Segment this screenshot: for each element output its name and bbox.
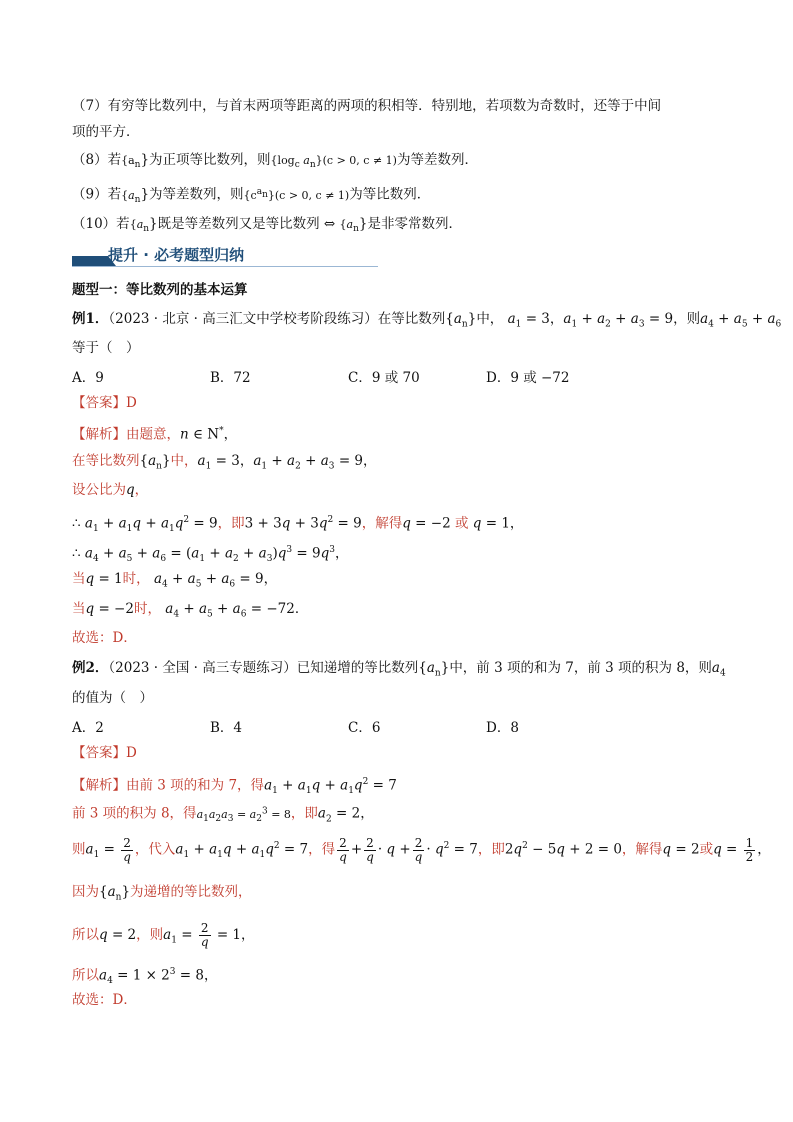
section-banner [72, 244, 378, 268]
example-2-stem: 例2．（2023 · 全国 · 高三专题练习）已知递增的等比数列$\{a_n\}$中，前 3 项的和为 7，前 3 项的积为 8，则$a_4$ [72, 660, 726, 679]
example-2-analysis-l2: 前 3 项的积为 8，得$a_1a_2a_3 = a_2^3 = 8$，即$a_2 = 2$， [72, 805, 374, 825]
example-2-stem-line2: 的值为（ ） [72, 690, 153, 706]
example-2-option-c[interactable]: C．6 [348, 720, 381, 736]
banner-bar-shape [72, 256, 108, 266]
example-2-option-b[interactable]: B．4 [210, 720, 243, 736]
property-7-line2: 项的平方． [72, 124, 140, 140]
banner-underline [72, 266, 378, 267]
example-1-conclusion: 故选：D． [72, 630, 137, 646]
example-1-analysis-l2: 在等比数列$\{a_n\}$中，$a_1 = 3$，$a_1 + a_2 + a_3 = 9$， [72, 453, 377, 472]
example-1-answer: 【答案】D [72, 395, 137, 411]
property-9: （9）若$\{a_n\}$为等差数列，则$\{c^{a_n}\}(c > 0$, c ≠ 1)为等比数列． [72, 186, 431, 205]
example-2-analysis-l5: 所以q = 2，则$a_1$ = $\frac{2}{q}$ = 1， [72, 921, 255, 949]
example-1-stem-line2: 等于（ ） [72, 340, 140, 356]
example-2-conclusion: 故选：D． [72, 992, 137, 1008]
property-7-line1: （7）有穷等比数列中，与首末两项等距离的两项的积相等．特别地，若项数为奇数时，还等于中间 [72, 98, 662, 114]
example-2-analysis-l1: 【解析】由前 3 项的和为 7，得$a_1 + a_1q + a_1q^2 = 7$ [72, 777, 397, 797]
example-2-answer: 【答案】D [72, 745, 137, 761]
property-10: （10）若$\{a_n\}$既是等差数列又是等比数列 ⇔ $\{a_n\}$是非零常数列． [72, 216, 462, 235]
example-2-analysis-l4: 因为$\{a_n\}$为递增的等比数列， [72, 884, 252, 903]
example-2-option-d[interactable]: D．8 [486, 720, 519, 736]
example-1-analysis-l5: ∴ $a_4 + a_5 + a_6 = (a_1 + a_2 + a_3)q^3 = 9q^3$， [72, 545, 349, 565]
example-1-analysis-l6: 当q = 1时， $a_4 + a_5 + a_6 = 9$， [72, 571, 278, 590]
example-1-analysis-l3: 设公比为q， [72, 482, 149, 498]
example-1-option-d[interactable]: D．9 或 −72 [486, 370, 570, 386]
example-1-analysis-l7: 当q = −2时， $a_4 + a_5 + a_6 = -72$． [72, 601, 309, 620]
example-1-option-b[interactable]: B．72 [210, 370, 251, 386]
question-type-title: 题型一：等比数列的基本运算 [72, 282, 248, 298]
example-1-analysis-l1: 【解析】由题意，n ∈ N*， [72, 426, 238, 443]
banner-title: 提升 · 必考题型归纳 [108, 246, 245, 264]
example-2-analysis-l6: 所以$a_4 = 1 \times 2^3 = 8$， [72, 967, 218, 987]
example-1-option-a[interactable]: A．9 [72, 370, 104, 386]
property-8: （8）若$\{a_n\}$为正项等比数列，则{$\log_c$ $a_n\}(c > 0$, c ≠ 1)为等差数列． [72, 152, 478, 171]
example-1-analysis-l4: ∴ $a_1 + a_1q + a_1q^2 = 9$，即$3 + 3q + 3q^2 = 9$，解得q = −2 或 q = 1， [72, 515, 524, 535]
example-2-analysis-l3: 则$a_1$ = $\frac{2}{q}$ ，代入$a_1 + a_1q + a_1q^2 = 7$，得 $\frac{2}{q}$ + $\frac{2}{q}$ · q + $\frac{2}{q}$ · $q^2 = 7$，即$2q^2 - 5q + 2 = 0$，解得q = 2或q = $\frac{1}{2}$ ， [72, 835, 771, 864]
example-1-stem: 例1．（2023 · 北京 · 高三汇文中学校考阶段练习）在等比数列$\{a_n\}$中， $a_1 = 3$，$a_1 + a_2 + a_3 = 9$，则$a_4 + a_5 + a_6$ [72, 311, 782, 330]
example-2-option-a[interactable]: A．2 [72, 720, 104, 736]
example-1-option-c[interactable]: C．9 或 70 [348, 370, 420, 386]
